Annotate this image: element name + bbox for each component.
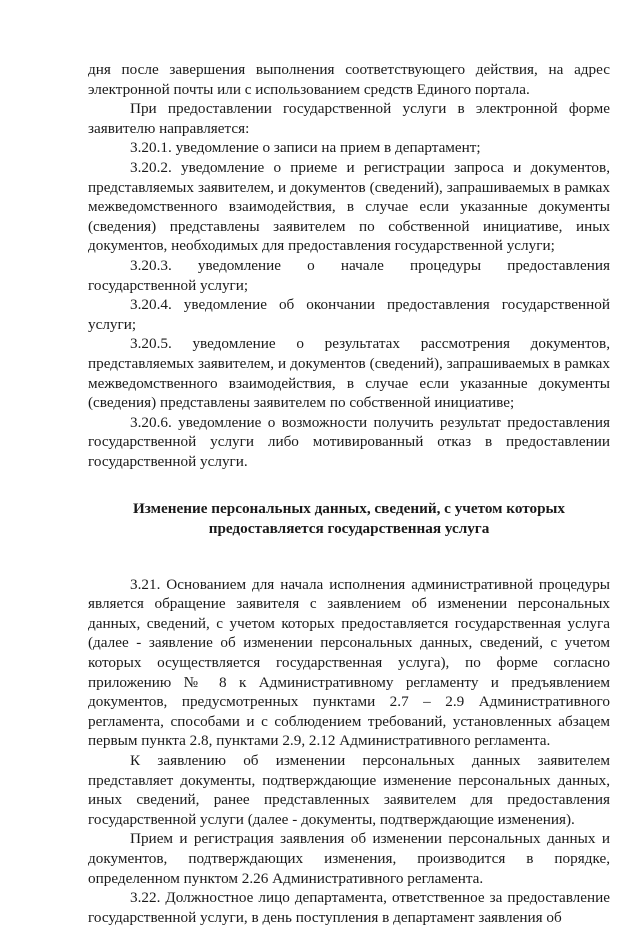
paragraph-3-20-5: 3.20.5. уведомление о результатах рассмотрения документов, представляемых заявителем, и документов (сведений), запрашиваемых в рамках межведомственного взаимодействия, в случае если указанные документы (сведения) представлены заявителем по собственной инициативе;: [88, 335, 610, 412]
section-heading: Изменение персональных данных, сведений, с учетом которых предоставляется государственная услуга: [132, 500, 566, 538]
paragraph-3-21: 3.21. Основанием для начала исполнения административной процедуры является обращение заявителя с заявлением об изменении персональных данных, сведений, с учетом которых предоставляется государственная услуга (далее - заявление об изменении персональных данных, сведений, с учетом которых осуществляется государственная услуга), по форме согласно приложению № 8 к Административному регламенту и предъявлением документов, предусмотренных пунктами 2.7 – 2.9 Административного регламента, способами и с соблюдением требований, установленных абзацем первым пункта 2.8, пунктами 2.9, 2.12 Административного регламента.: [88, 575, 610, 750]
paragraph-documents-submission: К заявлению об изменении персональных данных заявителем представляет документы, подтверждающие изменение персональных данных, иных сведений, ранее представленных заявителем для предоставления государственной услуги (далее - документы, подтверждающие изменения).: [88, 752, 610, 828]
paragraph-reception-registration: Прием и регистрация заявления об изменении персональных данных и документов, подтверждающих изменения, производится в порядке, определенном пунктом 2.26 Административного регламента.: [88, 830, 610, 887]
paragraph-continuation: дня после завершения выполнения соответствующего действия, на адрес электронной почты или с использованием средств Единого портала.: [88, 61, 610, 98]
document-page: [88, 60, 610, 927]
paragraph-3-20-6: 3.20.6. уведомление о возможности получить результат предоставления государственной услуги либо мотивированный отказ в предоставлении государственной услуги.: [88, 413, 610, 470]
paragraph-3-20-1: 3.20.1. уведомление о записи на прием в департамент;: [130, 139, 481, 157]
paragraph-3-22: 3.22. Должностное лицо департамента, ответственное за предоставление государственной услуги, в день поступления в департамент заявления об: [88, 889, 610, 926]
paragraph-3-20-4: 3.20.4. уведомление об окончании предоставления государственной услуги;: [88, 296, 610, 333]
paragraph-3-20-2: 3.20.2. уведомление о приеме и регистрации запроса и документов, представляемых заявителем, и документов (сведений), запрашиваемых в рамках межведомственного взаимодействия, в случае если указанные документы (сведения) представлены заявителем по собственной инициативе, иных документов, необходимых для предоставления государственной услуги;: [88, 158, 610, 255]
paragraph-3-20-3: 3.20.3. уведомление о начале процедуры предоставления государственной услуги;: [88, 256, 610, 294]
paragraph-notifications-intro: При предоставлении государственной услуги в электронной форме заявителю направляется:: [88, 100, 610, 137]
